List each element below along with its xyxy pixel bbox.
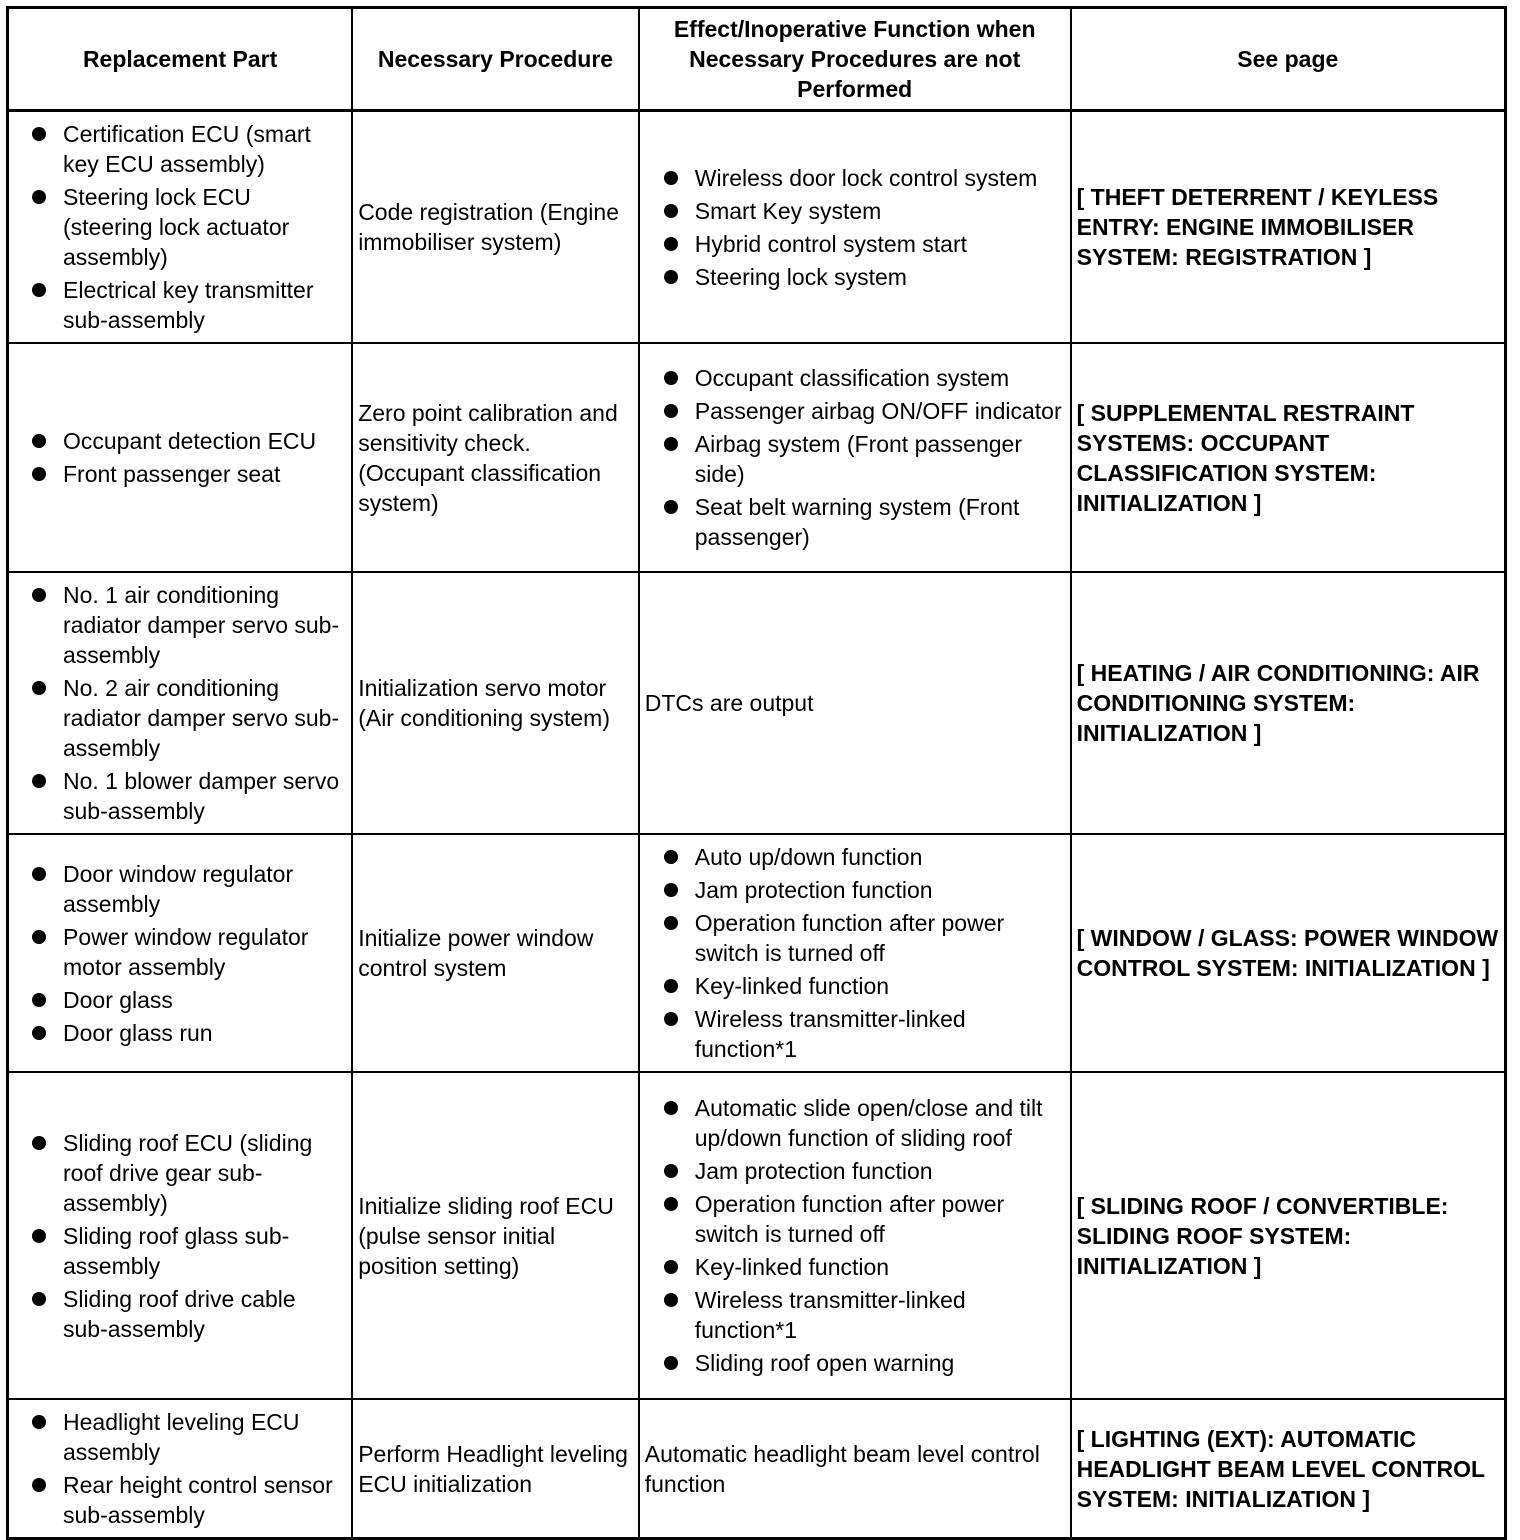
see-page-reference: [ SUPPLEMENTAL RESTRAINT SYSTEMS: OCCUPANT CLASSIFICATION SYSTEM: INITIALIZATION ] <box>1071 343 1506 572</box>
list-item: Hybrid control system start <box>645 229 1065 259</box>
header-replacement-part: Replacement Part <box>8 8 353 111</box>
list-item: Automatic slide open/close and tilt up/down function of sliding roof <box>645 1093 1065 1153</box>
list-item: Rear height control sensor sub-assembly <box>14 1470 346 1530</box>
procedure-cell: Zero point calibration and sensitivity check. (Occupant classification system) <box>352 343 639 572</box>
effect-cell: Automatic headlight beam level control function <box>639 1399 1071 1539</box>
list-item: Wireless transmitter-linked function*1 <box>645 1004 1065 1064</box>
list-item: Sliding roof glass sub-assembly <box>14 1221 346 1281</box>
list-item: No. 2 air conditioning radiator damper servo sub-assembly <box>14 673 346 763</box>
table-row <box>8 572 1506 834</box>
replacement-parts-cell <box>8 343 353 572</box>
procedure-cell: Initialize sliding roof ECU (pulse sensor initial position setting) <box>352 1072 639 1399</box>
list-item: Key-linked function <box>645 1252 1065 1282</box>
effect-cell <box>639 343 1071 572</box>
see-page-reference: [ SLIDING ROOF / CONVERTIBLE: SLIDING ROOF SYSTEM: INITIALIZATION ] <box>1071 1072 1506 1399</box>
list-item: Jam protection function <box>645 1156 1065 1186</box>
see-page-reference: [ HEATING / AIR CONDITIONING: AIR CONDITIONING SYSTEM: INITIALIZATION ] <box>1071 572 1506 834</box>
replacement-parts-cell <box>8 572 353 834</box>
procedure-cell: Initialization servo motor (Air conditioning system) <box>352 572 639 834</box>
table-row <box>8 111 1506 344</box>
replacement-parts-cell <box>8 111 353 344</box>
list-item: Power window regulator motor assembly <box>14 922 346 982</box>
table-row <box>8 1399 1506 1539</box>
list-item: Seat belt warning system (Front passenger) <box>645 492 1065 552</box>
effect-cell <box>639 111 1071 344</box>
table-row <box>8 343 1506 572</box>
list-item: Jam protection function <box>645 875 1065 905</box>
list-item: Operation function after power switch is turned off <box>645 908 1065 968</box>
table-row <box>8 834 1506 1072</box>
see-page-reference: [ LIGHTING (EXT): AUTOMATIC HEADLIGHT BEAM LEVEL CONTROL SYSTEM: INITIALIZATION ] <box>1071 1399 1506 1539</box>
list-item: Wireless door lock control system <box>645 163 1065 193</box>
list-item: Airbag system (Front passenger side) <box>645 429 1065 489</box>
list-item: Occupant detection ECU <box>14 426 346 456</box>
replacement-parts-cell <box>8 834 353 1072</box>
list-item: Occupant classification system <box>645 363 1065 393</box>
list-item: Operation function after power switch is turned off <box>645 1189 1065 1249</box>
list-item: Steering lock ECU (steering lock actuator assembly) <box>14 182 346 272</box>
list-item: Headlight leveling ECU assembly <box>14 1407 346 1467</box>
list-item: Door glass <box>14 985 346 1015</box>
list-item: No. 1 blower damper servo sub-assembly <box>14 766 346 826</box>
list-item: Auto up/down function <box>645 842 1065 872</box>
list-item: Wireless transmitter-linked function*1 <box>645 1285 1065 1345</box>
table-row <box>8 1072 1506 1399</box>
list-item: Sliding roof open warning <box>645 1348 1065 1378</box>
procedure-cell: Initialize power window control system <box>352 834 639 1072</box>
procedure-cell: Code registration (Engine immobiliser system) <box>352 111 639 344</box>
list-item: Certification ECU (smart key ECU assembly) <box>14 119 346 179</box>
header-necessary-procedure: Necessary Procedure <box>352 8 639 111</box>
list-item: Key-linked function <box>645 971 1065 1001</box>
procedure-cell: Perform Headlight leveling ECU initialization <box>352 1399 639 1539</box>
replacement-parts-cell <box>8 1072 353 1399</box>
replacement-parts-cell <box>8 1399 353 1539</box>
list-item: Passenger airbag ON/OFF indicator <box>645 396 1065 426</box>
header-row <box>8 8 1506 111</box>
list-item: Front passenger seat <box>14 459 346 489</box>
list-item: Electrical key transmitter sub-assembly <box>14 275 346 335</box>
list-item: Sliding roof ECU (sliding roof drive gear sub-assembly) <box>14 1128 346 1218</box>
list-item: Smart Key system <box>645 196 1065 226</box>
list-item: Door glass run <box>14 1018 346 1048</box>
list-item: Steering lock system <box>645 262 1065 292</box>
see-page-reference: [ WINDOW / GLASS: POWER WINDOW CONTROL SYSTEM: INITIALIZATION ] <box>1071 834 1506 1072</box>
see-page-reference: [ THEFT DETERRENT / KEYLESS ENTRY: ENGINE IMMOBILISER SYSTEM: REGISTRATION ] <box>1071 111 1506 344</box>
effect-cell <box>639 1072 1071 1399</box>
list-item: Door window regulator assembly <box>14 859 346 919</box>
header-see-page: See page <box>1071 8 1506 111</box>
list-item: No. 1 air conditioning radiator damper servo sub-assembly <box>14 580 346 670</box>
replacement-procedure-table <box>6 6 1507 1540</box>
effect-cell: DTCs are output <box>639 572 1071 834</box>
header-effect: Effect/Inoperative Function when Necessary Procedures are not Performed <box>639 8 1071 111</box>
list-item: Sliding roof drive cable sub-assembly <box>14 1284 346 1344</box>
effect-cell <box>639 834 1071 1072</box>
